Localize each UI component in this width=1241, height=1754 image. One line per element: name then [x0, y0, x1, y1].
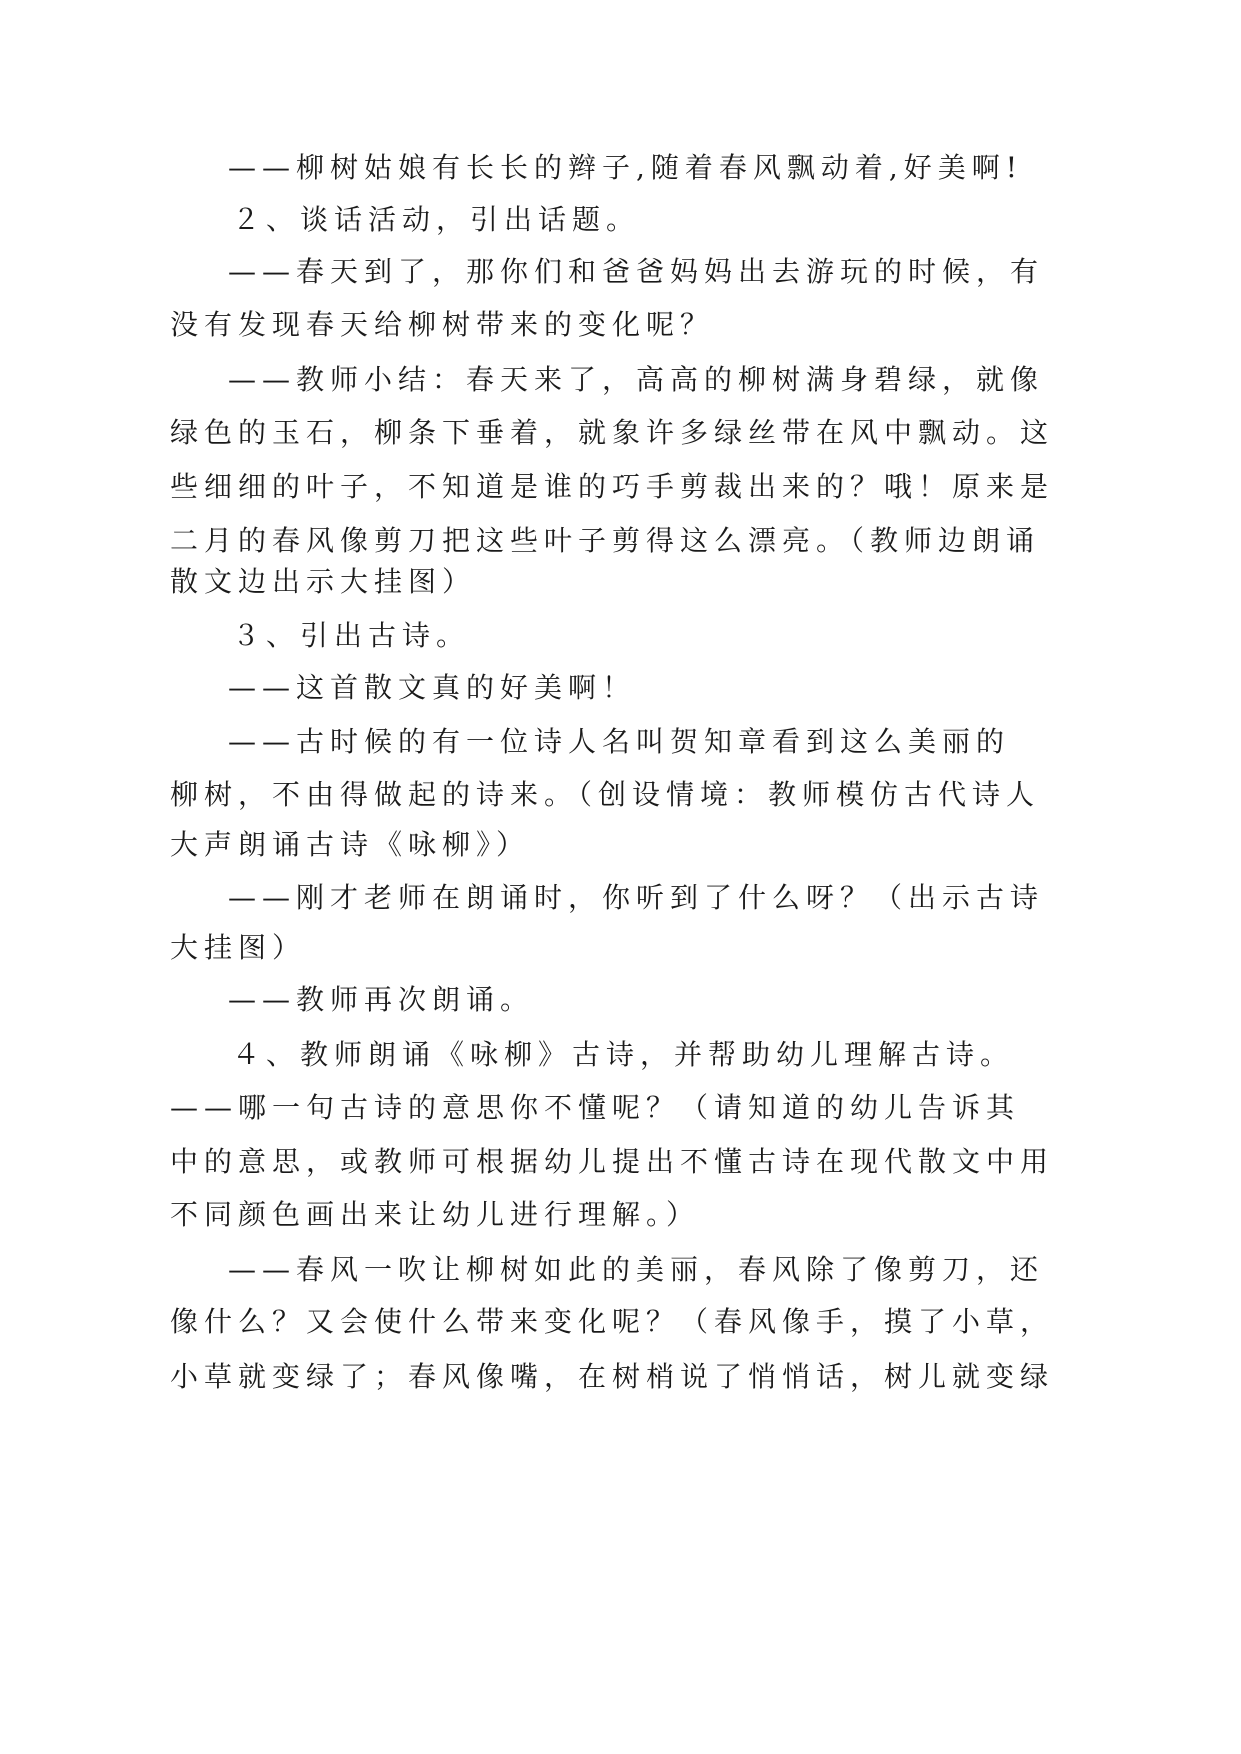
text-line: 大声朗诵古诗《咏柳》）: [170, 828, 531, 861]
text-line: ——教师再次朗诵。: [228, 983, 535, 1016]
text-line: 中的意思，或教师可根据幼儿提出不懂古诗在现代散文中用: [170, 1145, 1055, 1178]
text-line: 二月的春风像剪刀把这些叶子剪得这么漂亮。（教师边朗诵: [170, 524, 1041, 557]
text-line: 些细细的叶子，不知道是谁的巧手剪裁出来的？哦！原来是: [170, 470, 1055, 503]
text-line: 大挂图）: [170, 931, 307, 964]
text-line: 小草就变绿了；春风像嘴，在树梢说了悄悄话，树儿就变绿: [170, 1360, 1055, 1393]
text-line: 像什么？又会使什么带来变化呢？（春风像手，摸了小草，: [170, 1305, 1055, 1338]
section-heading: ２、谈话活动，引出话题。: [232, 203, 641, 236]
text-line: 不同颜色画出来让幼儿进行理解。）: [170, 1198, 701, 1231]
text-line: 绿色的玉石，柳条下垂着，就象许多绿丝带在风中飘动。这: [170, 416, 1055, 449]
text-line: 没有发现春天给柳树带来的变化呢？: [170, 308, 715, 341]
text-line: ——古时候的有一位诗人名叫贺知章看到这么美丽的: [228, 725, 1011, 758]
text-line: 柳树，不由得做起的诗来。（创设情境：教师模仿古代诗人: [170, 778, 1041, 811]
text-line: ——哪一句古诗的意思你不懂呢？（请知道的幼儿告诉其: [170, 1091, 1021, 1124]
text-line: 散文边出示大挂图）: [170, 565, 477, 598]
text-line: ——教师小结：春天来了，高高的柳树满身碧绿，就像: [228, 363, 1045, 396]
text-line: ——这首散文真的好美啊！: [228, 671, 637, 704]
text-line: ——刚才老师在朗诵时，你听到了什么呀？（出示古诗: [228, 881, 1045, 914]
text-line: ——柳树姑娘有长长的辫子,随着春风飘动着,好美啊!: [228, 151, 1024, 184]
text-line: ——春天到了，那你们和爸爸妈妈出去游玩的时候，有: [228, 255, 1045, 288]
text-line: ——春风一吹让柳树如此的美丽，春风除了像剪刀，还: [228, 1253, 1045, 1286]
section-heading: ４、教师朗诵《咏柳》古诗，并帮助幼儿理解古诗。: [232, 1038, 1015, 1071]
section-heading: ３、引出古诗。: [232, 619, 471, 652]
